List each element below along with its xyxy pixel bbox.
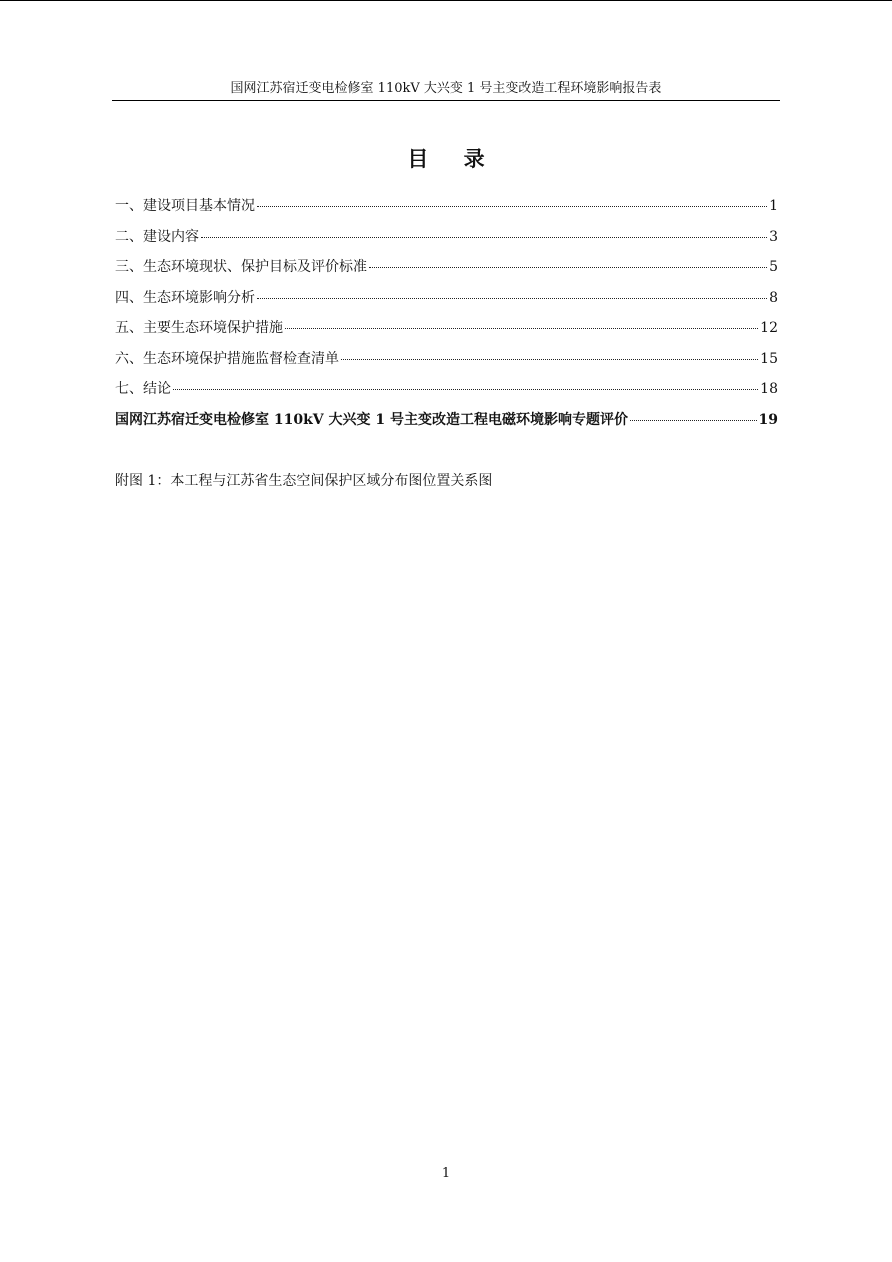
toc-entry-label: 一、建设项目基本情况 <box>115 198 255 214</box>
toc-entry[interactable] <box>115 288 778 319</box>
toc-entry-label: 三、生态环境现状、保护目标及评价标准 <box>115 259 367 275</box>
toc-entry[interactable] <box>115 318 778 349</box>
toc-entry-page: 19 <box>758 411 778 428</box>
toc-dot-leader <box>285 328 758 329</box>
toc-entry[interactable] <box>115 379 778 410</box>
toc-entry-label: 五、主要生态环境保护措施 <box>115 320 283 336</box>
toc-entry-page: 8 <box>769 289 778 306</box>
toc-dot-leader <box>257 206 767 207</box>
toc-entry-label: 六、生态环境保护措施监督检查清单 <box>115 350 339 367</box>
toc-entry-label: 国网江苏宿迁变电检修室 110kV 大兴变 1 号主变改造工程电磁环境影响专题评价 <box>115 411 629 428</box>
toc-entry-page: 5 <box>769 259 778 275</box>
toc-dot-leader <box>341 359 758 360</box>
toc-entry[interactable] <box>115 349 778 380</box>
toc-entry-special-assessment[interactable] <box>115 410 778 441</box>
toc-entry[interactable] <box>115 227 778 258</box>
toc-list <box>115 196 778 440</box>
header-rule <box>112 100 780 101</box>
toc-entry-page: 12 <box>760 320 778 336</box>
running-header: 国网江苏宿迁变电检修室 110kV 大兴变 1 号主变改造工程环境影响报告表 <box>230 81 662 96</box>
page-number: 1 <box>441 1166 451 1181</box>
toc-dot-leader <box>369 267 767 268</box>
toc-dot-leader <box>201 237 767 238</box>
toc-entry[interactable] <box>115 257 778 288</box>
page-top-border <box>0 0 892 1</box>
toc-entry-label: 二、建设内容 <box>115 228 199 245</box>
appendix-figure-entry: 附图 1：本工程与江苏省生态空间保护区域分布图位置关系图 <box>115 473 493 489</box>
toc-title: 目 录 <box>407 147 499 171</box>
toc-dot-leader <box>257 298 767 299</box>
toc-entry-page: 18 <box>760 381 778 397</box>
toc-dot-leader <box>630 420 756 421</box>
toc-entry-page: 3 <box>769 228 778 245</box>
toc-entry-label: 七、结论 <box>115 381 171 397</box>
toc-dot-leader <box>173 389 758 390</box>
toc-entry-page: 15 <box>760 350 778 367</box>
toc-entry-page: 1 <box>769 198 778 214</box>
toc-entry[interactable] <box>115 196 778 227</box>
toc-entry-label: 四、生态环境影响分析 <box>115 289 255 306</box>
